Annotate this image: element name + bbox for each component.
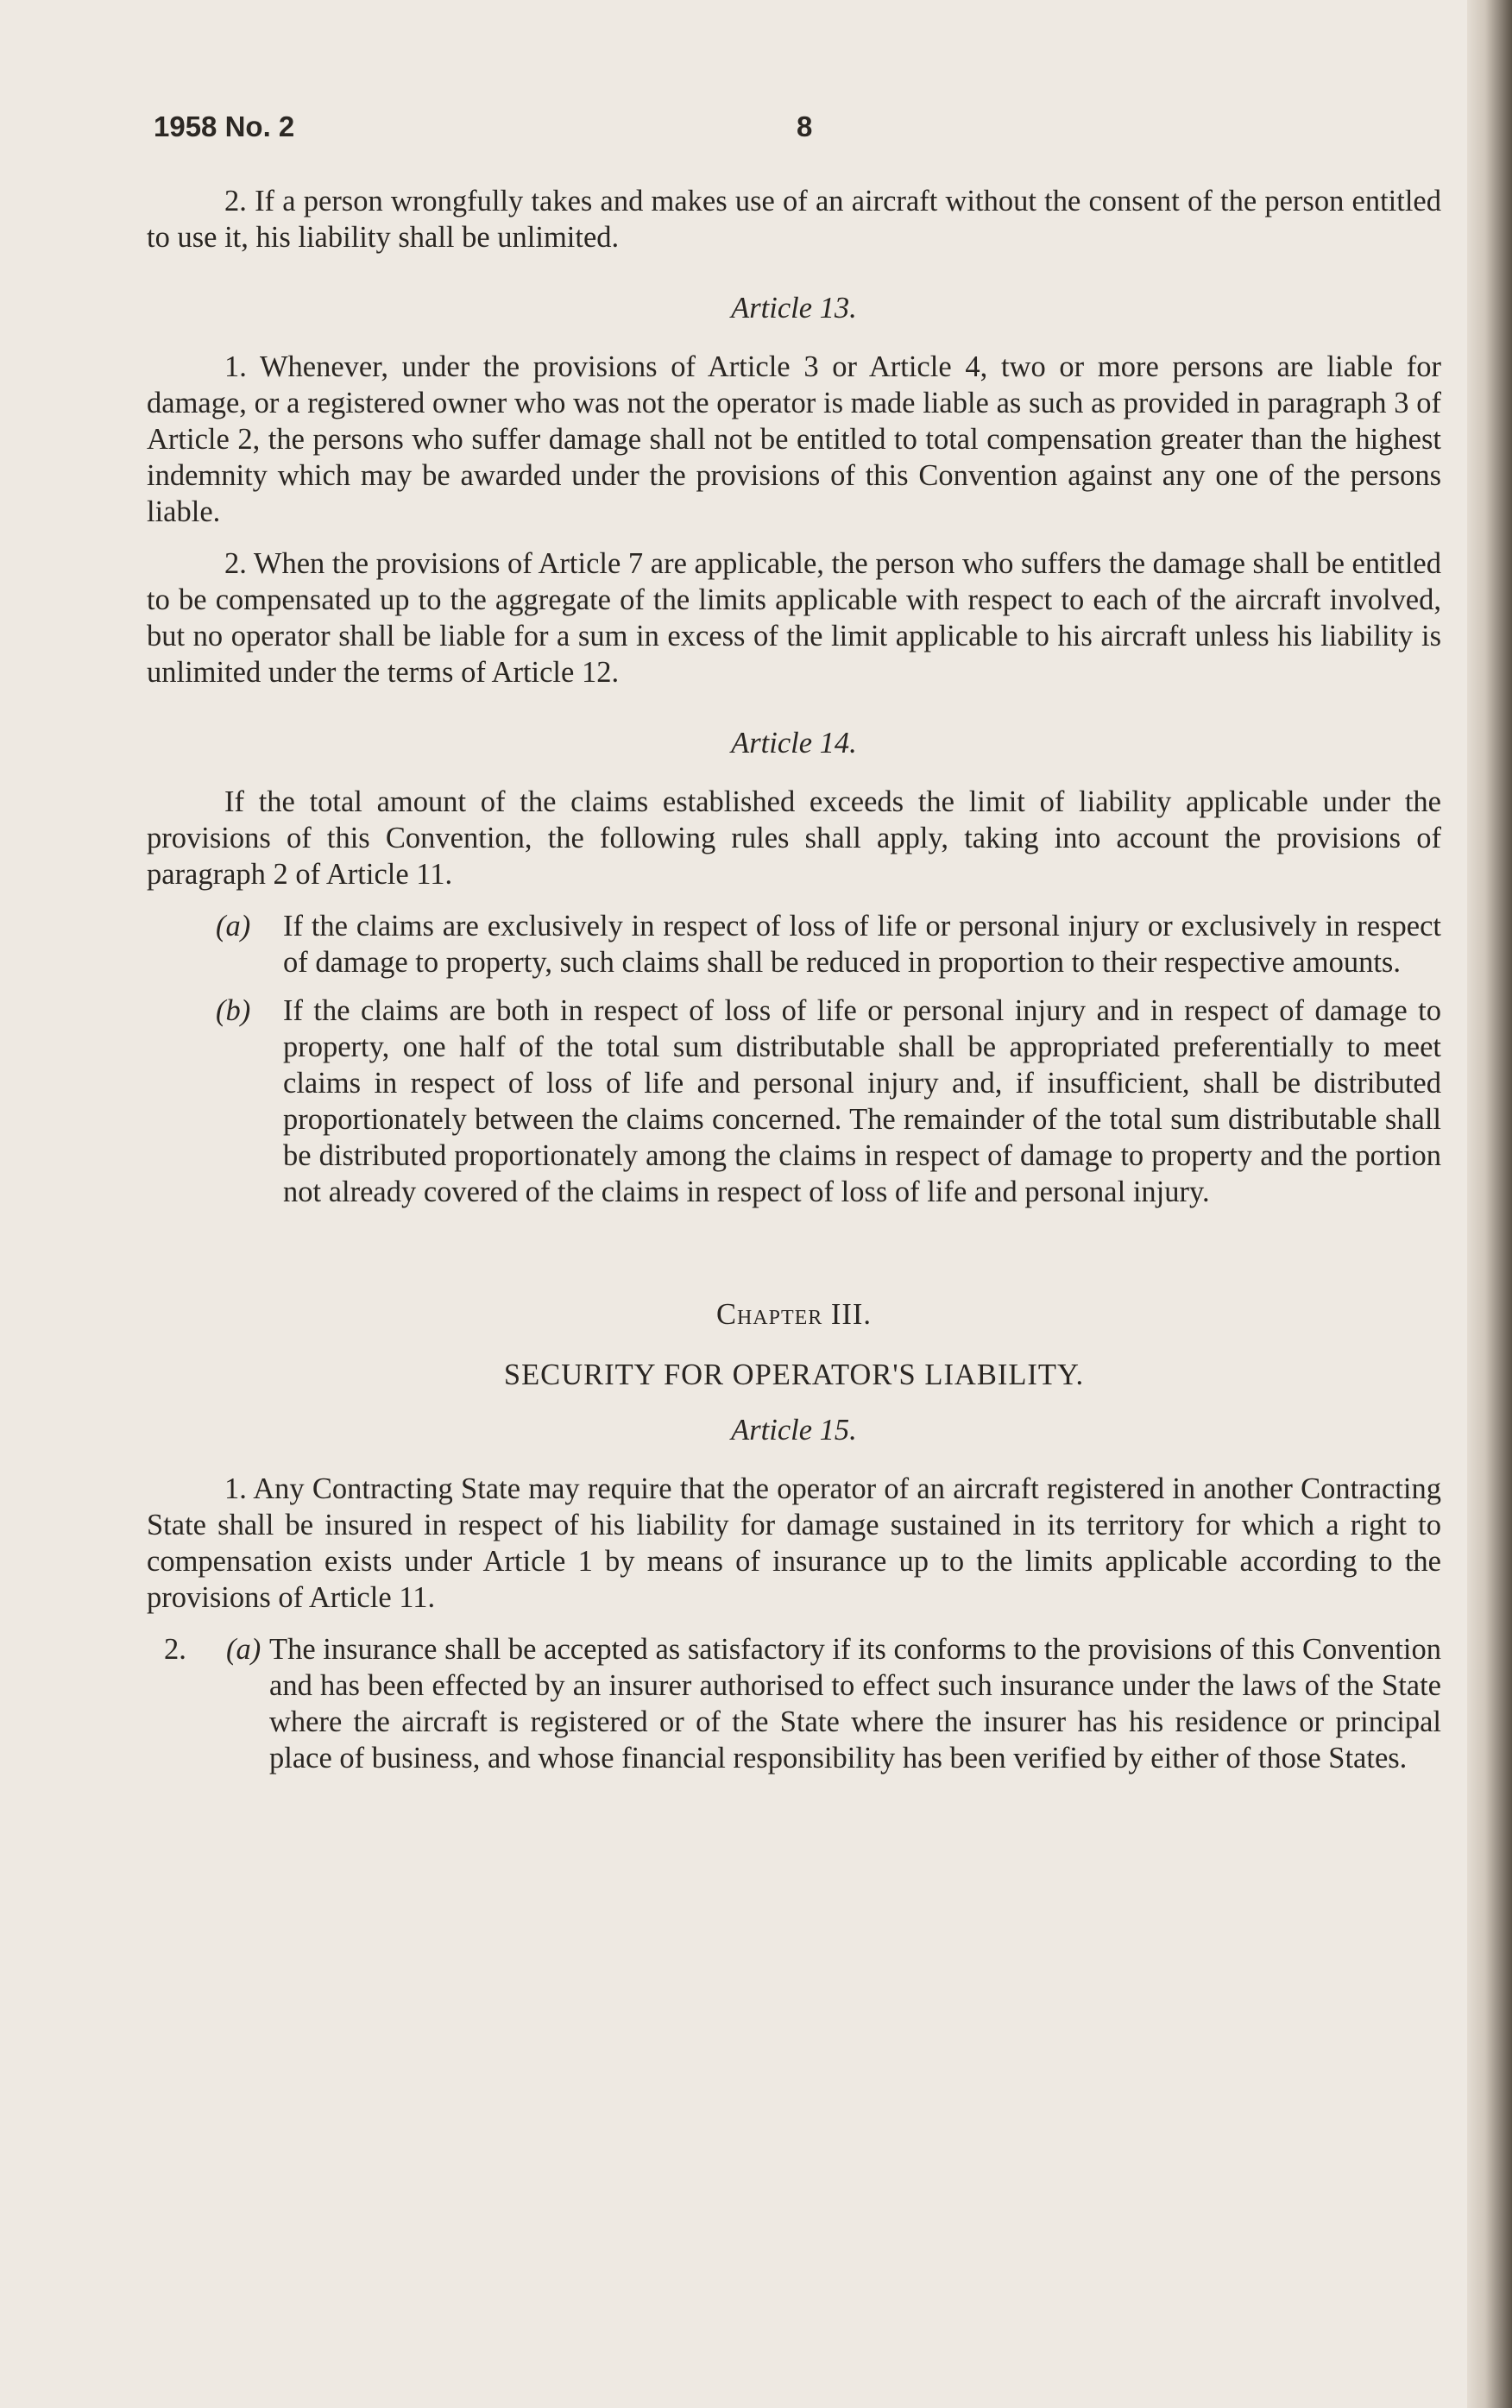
article-14-heading: Article 14. <box>731 727 857 760</box>
item-b-text: If the claims are both in respect of loss of life or personal injury and in respect of damage to property, one half of the total sum distributable shall be appropriated preferentially to meet claims in respect of loss of life and personal injury and, if insufficient, shall be distributed proportionately between the claims concerned. The remainder of the total sum distributable shall be distributed proportionately among the claims in respect of damage to property and the portion not already covered of the claims in respect of loss of life and personal injury. <box>283 994 1441 1208</box>
item-2a-text: The insurance shall be accepted as satisfactory if its conforms to the provisions of this Convention and has been effected by an insurer authorised to effect such insurance under the laws of the State where the aircraft is registered or of the State where the insurer has his residence or principal place of business, and whose financial responsibility has been verified by either of those States. <box>269 1633 1441 1774</box>
article-14-item-a <box>147 908 1441 980</box>
item-a-text: If the claims are exclusively in respect of loss of life or personal injury or exclusively in respect of damage to property, such claims shall be reduced in proportion to their respective amounts. <box>283 910 1441 979</box>
item-a-marker: (a) <box>216 910 251 942</box>
article-13-paragraph-1: 1. Whenever, under the provisions of Article 3 or Article 4, two or more persons are liable for damage, or a registered owner who was not the operator is made liable as such as provided in paragraph 3 of Article 2, the persons who suffer damage shall not be entitled to total compensation greater than the highest indemnity which may be awarded under the provisions of this Convention against any one of the persons liable. <box>147 350 1441 528</box>
year-and-number: 1958 No. 2 <box>154 110 295 142</box>
chapter-title: SECURITY FOR OPERATOR'S LIABILITY. <box>503 1358 1085 1391</box>
item-2-marker: 2. <box>164 1633 186 1666</box>
article-14-intro: If the total amount of the claims established exceeds the limit of liability applicable under the provisions of this Convention, the following rules shall apply, taking into account the provisions of paragraph 2 of Article 11. <box>147 785 1441 891</box>
article-15-item-2a <box>147 1631 1441 1776</box>
article-13-paragraph-2: 2. When the provisions of Article 7 are applicable, the person who suffers the damage shall be entitled to be compensated up to the aggregate of the limits applicable with respect to each of the aircraft involved, but no operator shall be liable for a sum in excess of the limit applicable to his aircraft unless his liability is unlimited under the terms of Article 12. <box>147 547 1441 689</box>
article-14-item-b <box>147 993 1441 1210</box>
page-body <box>147 183 1441 1788</box>
item-2a-marker: (a) <box>226 1633 261 1666</box>
article-15-paragraph-1: 1. Any Contracting State may require that the operator of an aircraft registered in another Contracting State shall be insured in respect of his liability for damage sustained in its territory for which a right to compensation exists under Article 1 by means of insurance up to the limits applicable according to the provisions of Article 11. <box>147 1472 1441 1614</box>
page-number: 8 <box>797 110 813 142</box>
article-13-heading: Article 13. <box>731 292 857 325</box>
item-b-marker: (b) <box>216 994 251 1027</box>
chapter-label: Chapter III. <box>715 1298 873 1331</box>
article-15-heading: Article 15. <box>731 1414 857 1447</box>
page-edge-shadow <box>1467 0 1512 2408</box>
article-12-paragraph-2: 2. If a person wrongfully takes and makes use of an aircraft without the consent of the person entitled to use it, his liability shall be unlimited. <box>147 185 1441 254</box>
